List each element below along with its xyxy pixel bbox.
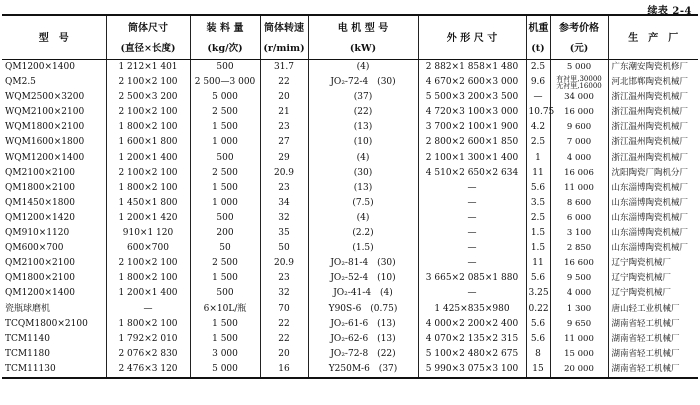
cell-price: 8 600 [550, 196, 608, 211]
cell-speed: 31.7 [260, 60, 308, 76]
cell-weight: 4.2 [526, 120, 550, 135]
cell-size: 1 800×2 100 [106, 271, 190, 286]
cell-size: 1 600×1 800 [106, 135, 190, 150]
cell-size: 2 500×3 200 [106, 90, 190, 105]
cell-model: TCM1140 [2, 332, 106, 347]
header-size-unit: (直径×长度) [106, 39, 190, 60]
cell-size: 2 100×2 100 [106, 75, 190, 90]
cell-price: 4 000 [550, 151, 608, 166]
cell-load: 1 500 [190, 317, 260, 332]
cell-size: 2 100×2 100 [106, 105, 190, 120]
cell-model: WQM1800×2100 [2, 120, 106, 135]
cell-motor: (1.5) [308, 241, 418, 256]
cell-factory: 山东淄博陶瓷机械厂 [608, 196, 698, 211]
cell-size: 1 800×2 100 [106, 317, 190, 332]
cell-weight: 5.6 [526, 317, 550, 332]
cell-motor: JO₂-41-4 (4) [308, 286, 418, 301]
cell-load: 1 500 [190, 332, 260, 347]
cell-factory: 辽宁陶瓷机械厂 [608, 286, 698, 301]
cell-factory: 河北邯郸陶瓷机械厂 [608, 75, 698, 90]
cell-model: WQM2100×2100 [2, 105, 106, 120]
header-motor: 电 机 型 号 [308, 15, 418, 39]
cell-load: 6×10L/瓶 [190, 302, 260, 317]
cell-outline: 2 100×1 300×1 400 [418, 151, 526, 166]
cell-price: 11 000 [550, 181, 608, 196]
cell-price: 16 006 [550, 166, 608, 181]
cell-load: 1 500 [190, 181, 260, 196]
cell-factory: 湖南省轻工机械厂 [608, 317, 698, 332]
cell-speed: 20 [260, 90, 308, 105]
table-row [2, 166, 698, 181]
continuation-label: 续表 2-4 [647, 6, 692, 17]
table-row [2, 60, 698, 76]
header-outline: 外 形 尺 寸 [418, 15, 526, 60]
cell-size: 2 476×3 120 [106, 362, 190, 378]
cell-weight: 1.5 [526, 226, 550, 241]
cell-speed: 23 [260, 120, 308, 135]
cell-price: 3 100 [550, 226, 608, 241]
cell-motor: JO₂-72-8 (22) [308, 347, 418, 362]
cell-price: 9 650 [550, 317, 608, 332]
cell-load: 500 [190, 286, 260, 301]
cell-price: 4 000 [550, 286, 608, 301]
cell-outline: 4 070×2 135×2 315 [418, 332, 526, 347]
ball-mill-spec-table [2, 14, 698, 379]
cell-motor: (30) [308, 166, 418, 181]
table-row [2, 181, 698, 196]
cell-load: 1 000 [190, 135, 260, 150]
cell-weight: 2.5 [526, 135, 550, 150]
cell-price: 15 000 [550, 347, 608, 362]
cell-size: 2 100×2 100 [106, 166, 190, 181]
table-row [2, 286, 698, 301]
cell-factory: 山东淄博陶瓷机械厂 [608, 241, 698, 256]
cell-model: WQM2500×3200 [2, 90, 106, 105]
header-price: 参考价格 [550, 15, 608, 39]
cell-load: 1 500 [190, 271, 260, 286]
cell-size: 2 100×2 100 [106, 256, 190, 271]
cell-model: WQM1600×1800 [2, 135, 106, 150]
header-size: 筒体尺寸 [106, 15, 190, 39]
header-row-1 [2, 15, 698, 39]
cell-model: QM2.5 [2, 75, 106, 90]
cell-factory: 湖南省轻工机械厂 [608, 347, 698, 362]
cell-model: TCM11130 [2, 362, 106, 378]
cell-speed: 27 [260, 135, 308, 150]
cell-factory: 湖南省轻工机械厂 [608, 362, 698, 378]
cell-model: QM1200×1420 [2, 211, 106, 226]
cell-outline: — [418, 286, 526, 301]
cell-load: 1 500 [190, 120, 260, 135]
cell-size: — [106, 302, 190, 317]
cell-model: QM1450×1800 [2, 196, 106, 211]
cell-size: 1 212×1 401 [106, 60, 190, 76]
table-row [2, 302, 698, 317]
cell-speed: 20 [260, 347, 308, 362]
cell-weight: 5.6 [526, 271, 550, 286]
cell-size: 1 792×2 010 [106, 332, 190, 347]
cell-price: 11 000 [550, 332, 608, 347]
table-row [2, 256, 698, 271]
cell-load: 5 000 [190, 362, 260, 378]
cell-motor: (7.5) [308, 196, 418, 211]
cell-factory: 湖南省轻工机械厂 [608, 332, 698, 347]
cell-factory: 浙江温州陶瓷机械厂 [608, 90, 698, 105]
cell-outline: — [418, 211, 526, 226]
cell-outline: 5 500×3 200×3 500 [418, 90, 526, 105]
cell-price: 5 000 [550, 60, 608, 76]
header-model: 型 号 [2, 15, 106, 60]
cell-weight: 0.22 [526, 302, 550, 317]
cell-factory: 浙江温州陶瓷机械厂 [608, 135, 698, 150]
header-row-2 [2, 39, 698, 60]
cell-weight: 2.5 [526, 211, 550, 226]
table-row [2, 271, 698, 286]
cell-speed: 70 [260, 302, 308, 317]
cell-size: 910×1 120 [106, 226, 190, 241]
table-row [2, 347, 698, 362]
cell-factory: 浙江温州陶瓷机械厂 [608, 151, 698, 166]
cell-weight: 15 [526, 362, 550, 378]
cell-load: 200 [190, 226, 260, 241]
cell-speed: 50 [260, 241, 308, 256]
cell-speed: 22 [260, 317, 308, 332]
cell-size: 2 076×2 830 [106, 347, 190, 362]
cell-outline: — [418, 181, 526, 196]
cell-model: QM1200×1400 [2, 60, 106, 76]
cell-motor: (4) [308, 211, 418, 226]
table-row [2, 317, 698, 332]
header-price-unit: (元) [550, 39, 608, 60]
header-factory: 生 产 厂 [608, 15, 698, 60]
cell-price: 34 000 [550, 90, 608, 105]
cell-load: 500 [190, 60, 260, 76]
cell-outline: 2 800×2 600×1 850 [418, 135, 526, 150]
cell-outline: 1 425×835×980 [418, 302, 526, 317]
cell-model: QM1800×2100 [2, 181, 106, 196]
cell-weight: 11 [526, 166, 550, 181]
cell-outline: — [418, 226, 526, 241]
cell-motor: (4) [308, 151, 418, 166]
cell-size: 1 200×1 400 [106, 151, 190, 166]
cell-load: 3 000 [190, 347, 260, 362]
cell-price: 7 000 [550, 135, 608, 150]
cell-speed: 35 [260, 226, 308, 241]
cell-speed: 32 [260, 211, 308, 226]
cell-outline: — [418, 196, 526, 211]
cell-outline: 4 000×2 200×2 400 [418, 317, 526, 332]
cell-weight: 2.5 [526, 60, 550, 76]
table-row [2, 151, 698, 166]
cell-motor: (10) [308, 135, 418, 150]
header-weight-unit: (t) [526, 39, 550, 60]
cell-load: 2 500—3 000 [190, 75, 260, 90]
cell-weight: 9.6 [526, 75, 550, 90]
cell-speed: 20.9 [260, 256, 308, 271]
table-row [2, 135, 698, 150]
cell-weight: 8 [526, 347, 550, 362]
cell-load: 2 500 [190, 256, 260, 271]
cell-motor: (13) [308, 120, 418, 135]
table-row [2, 332, 698, 347]
cell-motor: (37) [308, 90, 418, 105]
cell-price: 6 000 [550, 211, 608, 226]
cell-motor: Y90S-6 (0.75) [308, 302, 418, 317]
cell-outline: — [418, 241, 526, 256]
cell-model: TCQM1800×2100 [2, 317, 106, 332]
cell-model: 瓷瓶球磨机 [2, 302, 106, 317]
cell-weight: 11 [526, 256, 550, 271]
cell-model: WQM1200×1400 [2, 151, 106, 166]
cell-outline: 5 990×3 075×3 100 [418, 362, 526, 378]
cell-speed: 21 [260, 105, 308, 120]
cell-motor: (13) [308, 181, 418, 196]
cell-weight: 3.25 [526, 286, 550, 301]
table-row [2, 211, 698, 226]
header-load: 装 料 量 [190, 15, 260, 39]
cell-model: TCM1180 [2, 347, 106, 362]
table-row [2, 241, 698, 256]
cell-size: 1 200×1 420 [106, 211, 190, 226]
cell-size: 600×700 [106, 241, 190, 256]
cell-speed: 23 [260, 271, 308, 286]
cell-outline: 2 882×1 858×1 480 [418, 60, 526, 76]
table-row [2, 90, 698, 105]
cell-weight: 3.5 [526, 196, 550, 211]
cell-motor: JO₂-81-4 (30) [308, 256, 418, 271]
cell-motor: (2.2) [308, 226, 418, 241]
cell-price: 2 850 [550, 241, 608, 256]
cell-speed: 34 [260, 196, 308, 211]
cell-motor: JO₂-72-4 (30) [308, 75, 418, 90]
cell-factory: 辽宁陶瓷机械厂 [608, 271, 698, 286]
cell-speed: 32 [260, 286, 308, 301]
cell-speed: 29 [260, 151, 308, 166]
cell-price: 16 000 [550, 105, 608, 120]
cell-outline: 3 665×2 085×1 880 [418, 271, 526, 286]
cell-load: 2 500 [190, 105, 260, 120]
cell-weight: — [526, 90, 550, 105]
cell-weight: 10.75 [526, 105, 550, 120]
cell-motor: (4) [308, 60, 418, 76]
cell-price: 有衬里,30000 无衬里,16000 [550, 75, 608, 90]
cell-outline: — [418, 256, 526, 271]
table-row [2, 196, 698, 211]
header-motor-unit: (kW) [308, 39, 418, 60]
header-weight: 机重 [526, 15, 550, 39]
header-load-unit: (kg/次) [190, 39, 260, 60]
cell-load: 500 [190, 211, 260, 226]
cell-price: 1 300 [550, 302, 608, 317]
cell-speed: 16 [260, 362, 308, 378]
cell-model: QM1800×2100 [2, 271, 106, 286]
table-row [2, 105, 698, 120]
cell-speed: 22 [260, 332, 308, 347]
cell-factory: 浙江温州陶瓷机械厂 [608, 105, 698, 120]
cell-price: 16 600 [550, 256, 608, 271]
cell-size: 1 800×2 100 [106, 181, 190, 196]
cell-speed: 20.9 [260, 166, 308, 181]
cell-factory: 唐山轻工业机械厂 [608, 302, 698, 317]
cell-motor: JO₂-61-6 (13) [308, 317, 418, 332]
cell-model: QM2100×2100 [2, 166, 106, 181]
cell-factory: 广东潮安陶瓷机修厂 [608, 60, 698, 76]
cell-price: 20 000 [550, 362, 608, 378]
cell-load: 1 000 [190, 196, 260, 211]
cell-size: 1 800×2 100 [106, 120, 190, 135]
cell-motor: Y250M-6 (37) [308, 362, 418, 378]
table-row [2, 362, 698, 378]
cell-factory: 沈阳陶瓷厂陶机分厂 [608, 166, 698, 181]
cell-motor: JO₂-62-6 (13) [308, 332, 418, 347]
cell-outline: 5 100×2 480×2 675 [418, 347, 526, 362]
cell-price: 9 500 [550, 271, 608, 286]
cell-factory: 山东淄博陶瓷机械厂 [608, 211, 698, 226]
cell-outline: 4 720×3 100×3 000 [418, 105, 526, 120]
cell-motor: (22) [308, 105, 418, 120]
cell-factory: 浙江温州陶瓷机械厂 [608, 120, 698, 135]
cell-outline: 4 670×2 600×3 000 [418, 75, 526, 90]
table-row [2, 75, 698, 90]
table-row [2, 120, 698, 135]
cell-model: QM600×700 [2, 241, 106, 256]
cell-weight: 1.5 [526, 241, 550, 256]
cell-load: 2 500 [190, 166, 260, 181]
cell-speed: 22 [260, 75, 308, 90]
cell-weight: 1 [526, 151, 550, 166]
cell-outline: 4 510×2 650×2 634 [418, 166, 526, 181]
cell-load: 500 [190, 151, 260, 166]
header-speed-unit: (r/mim) [260, 39, 308, 60]
cell-price: 9 600 [550, 120, 608, 135]
cell-outline: 3 700×2 100×1 900 [418, 120, 526, 135]
cell-factory: 辽宁陶瓷机械厂 [608, 256, 698, 271]
cell-speed: 23 [260, 181, 308, 196]
header-speed: 筒体转速 [260, 15, 308, 39]
table-row [2, 226, 698, 241]
cell-weight: 5.6 [526, 332, 550, 347]
cell-model: QM910×1120 [2, 226, 106, 241]
cell-size: 1 200×1 400 [106, 286, 190, 301]
cell-model: QM2100×2100 [2, 256, 106, 271]
cell-factory: 山东淄博陶瓷机械厂 [608, 226, 698, 241]
cell-load: 50 [190, 241, 260, 256]
cell-model: QM1200×1400 [2, 286, 106, 301]
cell-factory: 山东淄博陶瓷机械厂 [608, 181, 698, 196]
cell-motor: JO₂-52-4 (10) [308, 271, 418, 286]
cell-size: 1 450×1 800 [106, 196, 190, 211]
cell-load: 5 000 [190, 90, 260, 105]
cell-weight: 5.6 [526, 181, 550, 196]
